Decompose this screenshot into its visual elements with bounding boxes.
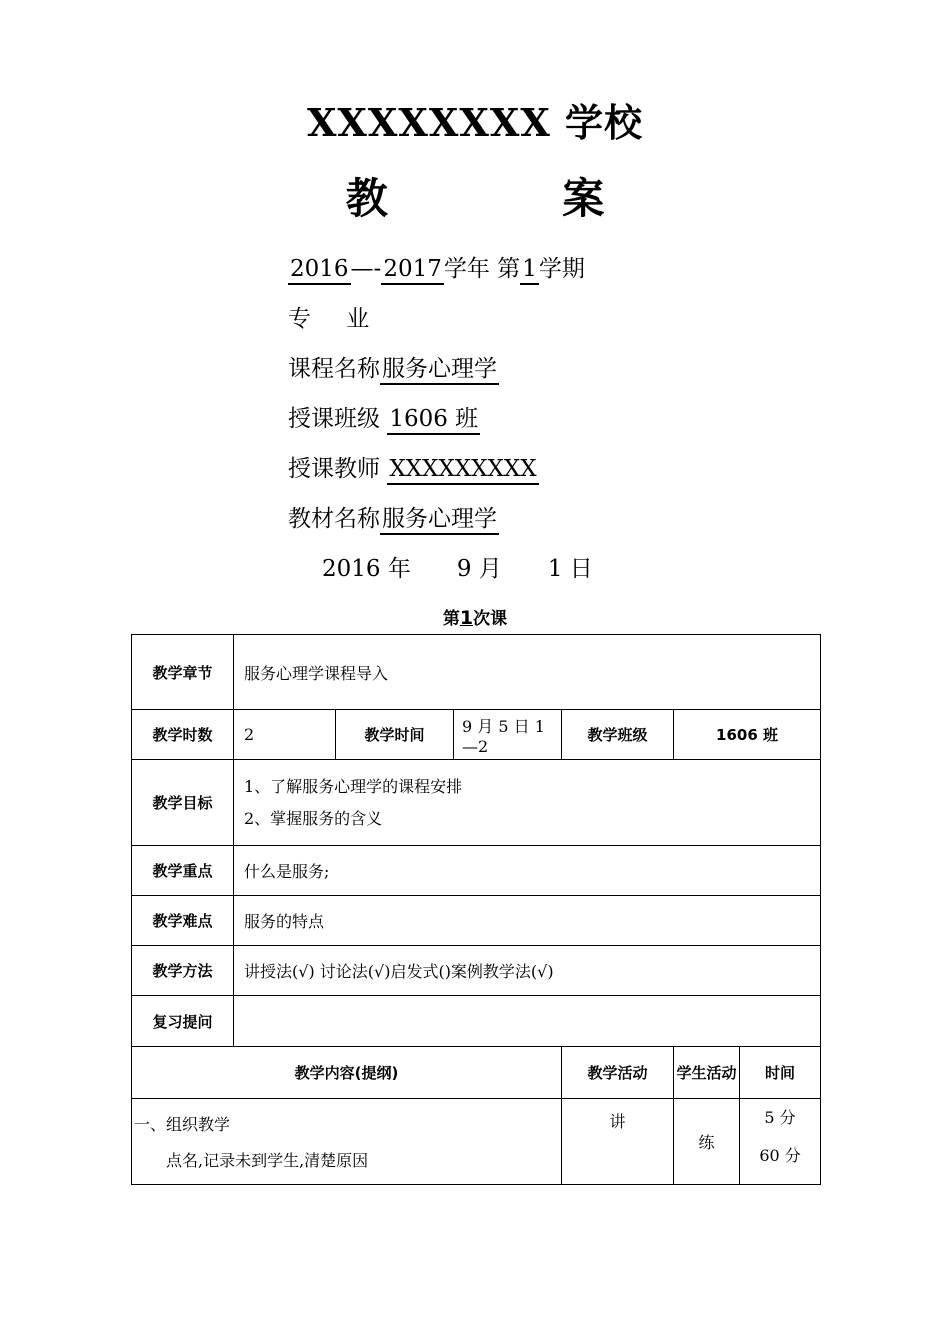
- lesson-prefix: 第: [442, 609, 460, 629]
- major-label: 专 业: [288, 306, 384, 332]
- major-line: [288, 304, 383, 334]
- lesson-number: [0, 604, 950, 629]
- year-end: 2017: [381, 255, 444, 285]
- content-header-row: [132, 1047, 821, 1099]
- course-value: 服务心理学: [380, 355, 499, 385]
- student-value: 练: [674, 1099, 740, 1185]
- class-label-cell: 教学班级: [562, 710, 674, 760]
- time-value: 9 月 5 日 1—2: [454, 710, 562, 760]
- hours-value: 2: [234, 710, 336, 760]
- term-suffix: 学期: [538, 256, 585, 282]
- content-header: 教学内容(提纲): [132, 1047, 562, 1099]
- activity-header: 教学活动: [562, 1047, 674, 1099]
- textbook-label: 教材名称: [288, 506, 380, 532]
- chapter-label: 教学章节: [132, 635, 234, 710]
- review-label: 复习提问: [132, 996, 234, 1047]
- date-month: 9 月: [456, 556, 502, 582]
- content-row: [132, 1099, 821, 1185]
- class-value-cell: 1606 班: [674, 710, 821, 760]
- time-entry: 5 分: [764, 1108, 796, 1127]
- key-value: 什么是服务;: [234, 846, 821, 896]
- class-line: [288, 404, 480, 435]
- hours-row: [132, 710, 821, 760]
- time-cell: [740, 1099, 821, 1185]
- content-line: 一、组织教学: [134, 1115, 231, 1134]
- objective-item: 1、了解服务心理学的课程安排: [244, 776, 463, 796]
- time-label: 教学时间: [336, 710, 454, 760]
- review-value: [234, 996, 821, 1047]
- class-value: 1606 班: [387, 405, 480, 435]
- key-row: [132, 846, 821, 896]
- activity-value: 讲: [562, 1099, 674, 1185]
- student-header: 学生活动: [674, 1047, 740, 1099]
- lesson-plan-table: [131, 634, 821, 1185]
- teacher-label: 授课教师: [288, 456, 380, 482]
- time-header: 时间: [740, 1047, 821, 1099]
- difficulty-label: 教学难点: [132, 896, 234, 946]
- date-line: [322, 554, 593, 584]
- method-value: 讲授法(√) 讨论法(√)启发式()案例教学法(√): [234, 946, 821, 996]
- class-label: 授课班级: [288, 406, 380, 432]
- content-line: 点名,记录未到学生,清楚原因: [166, 1151, 369, 1170]
- difficulty-value: 服务的特点: [234, 896, 821, 946]
- date-year: 2016 年: [322, 556, 411, 582]
- objectives-row: [132, 760, 821, 846]
- course-label: 课程名称: [288, 356, 380, 382]
- content-cell: [132, 1099, 562, 1185]
- teacher-value: XXXXXXXXX: [387, 455, 538, 485]
- time-entry: 60 分: [759, 1146, 801, 1165]
- chapter-value: 服务心理学课程导入: [234, 635, 821, 710]
- difficulty-row: [132, 896, 821, 946]
- key-label: 教学重点: [132, 846, 234, 896]
- method-row: [132, 946, 821, 996]
- hours-label: 教学时数: [132, 710, 234, 760]
- chapter-row: [132, 635, 821, 710]
- document-title: 教 案: [345, 174, 685, 223]
- objectives-label: 教学目标: [132, 760, 234, 846]
- year-start: 2016: [288, 255, 351, 285]
- objectives-list: [234, 760, 821, 846]
- lesson-suffix: 次课: [473, 609, 508, 629]
- academic-year-line: [288, 254, 585, 285]
- method-label: 教学方法: [132, 946, 234, 996]
- year-suffix: 学年 第: [443, 256, 521, 282]
- term-number: 1: [520, 255, 539, 285]
- year-separator: —-: [350, 256, 382, 282]
- textbook-value: 服务心理学: [380, 505, 499, 535]
- course-line: [288, 354, 499, 385]
- school-title: XXXXXXXX 学校: [306, 100, 644, 145]
- textbook-line: [288, 504, 499, 535]
- teacher-line: [288, 454, 539, 485]
- date-day: 1 日: [547, 556, 593, 582]
- review-row: [132, 996, 821, 1047]
- lesson-num: 1: [459, 607, 474, 629]
- objective-item: 2、掌握服务的含义: [244, 808, 383, 828]
